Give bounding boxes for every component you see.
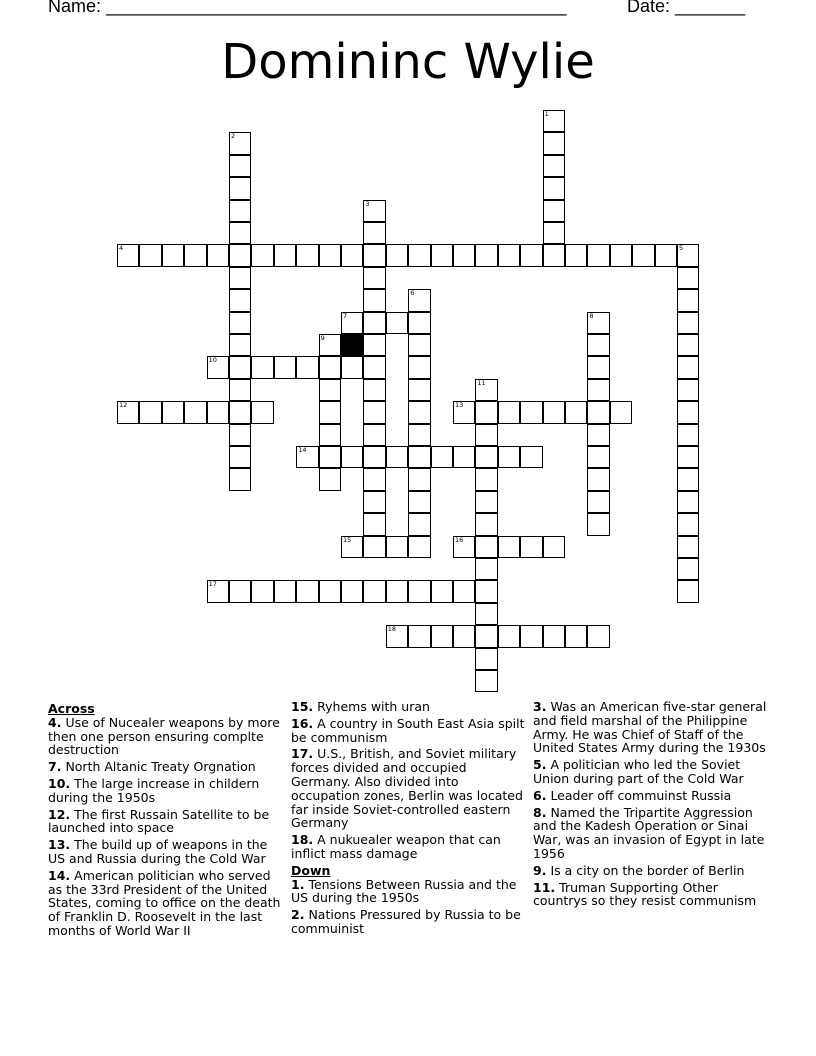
grid-cell[interactable] [408,244,430,266]
grid-cell[interactable] [543,401,565,423]
grid-cell[interactable] [408,536,430,558]
grid-cell[interactable] [543,110,565,132]
grid-cell-number: 12 [119,401,128,410]
grid-cell[interactable] [543,625,565,647]
grid-cell[interactable] [475,446,497,468]
grid-cell-number: 7 [343,311,348,320]
grid-cell[interactable] [610,401,632,423]
grid-cell[interactable] [386,625,408,647]
clue-across-10 [48,777,283,805]
grid-cell[interactable] [319,401,341,423]
down-heading: Down [291,862,331,878]
clue-text: American politician who served as the 33rd President of the United States, coming to office on the death of Franklin D. Roosevelt in the last months of World War II [48,867,281,938]
grid-cell[interactable] [363,379,385,401]
grid-cell-number: 14 [298,446,307,454]
grid-cell[interactable] [408,468,430,490]
clue-down-9 [533,864,773,878]
across-heading: Across [48,701,95,716]
clue-number: 15. [291,699,314,714]
clue-number: 16. [291,715,314,731]
grid-cell[interactable] [408,379,430,401]
clue-text: Leader off commuinst Russia [550,787,732,803]
grid-cell[interactable] [587,491,609,513]
grid-cell[interactable] [386,580,408,602]
grid-cell-number: 18 [387,625,397,634]
grid-cell[interactable] [363,580,385,602]
grid-cell[interactable] [229,356,251,378]
grid-cell[interactable] [229,312,251,334]
grid-cell[interactable] [677,491,699,513]
grid-cell[interactable] [319,580,341,602]
grid-cell[interactable] [498,244,520,266]
grid-cell[interactable] [453,446,475,468]
grid-cell[interactable] [274,580,296,602]
grid-cell[interactable] [363,312,385,334]
grid-cell-number: 13 [455,401,464,410]
grid-cell[interactable] [319,379,341,401]
grid-cell[interactable] [677,424,699,446]
grid-cell[interactable] [565,401,587,423]
grid-cell[interactable] [475,424,497,446]
grid-cell[interactable] [677,289,699,311]
grid-cell[interactable] [363,424,385,446]
grid-cell[interactable] [117,244,139,266]
grid-cell[interactable] [677,267,699,289]
grid-cell[interactable] [319,468,341,490]
clue-number: 18. [291,832,314,848]
clue-number: 5. [533,757,547,773]
grid-cell[interactable] [565,244,587,266]
grid-cell[interactable] [251,580,273,602]
grid-cell[interactable] [363,200,385,222]
clue-down-1 [291,878,526,906]
grid-cell[interactable] [587,424,609,446]
grid-cell[interactable] [475,648,497,670]
grid-cell[interactable] [296,446,318,468]
grid-cell[interactable] [341,244,363,266]
grid-cell[interactable] [498,446,520,468]
grid-cell[interactable] [229,289,251,311]
grid-cell[interactable] [341,446,363,468]
grid-cell[interactable] [139,401,161,423]
clue-number: 13. [48,837,71,853]
grid-cell[interactable] [408,424,430,446]
clue-text: A politician who led the Soviet Union during part of the Cold War [533,757,744,786]
grid-cell[interactable] [341,536,363,558]
grid-cell[interactable] [207,580,229,602]
grid-cell[interactable] [587,244,609,266]
grid-cell[interactable] [677,401,699,423]
clue-text: Is a city on the border of Berlin [550,862,745,878]
grid-cell[interactable] [677,244,699,266]
grid-cell-number: 6 [410,289,415,298]
grid-cell[interactable] [341,580,363,602]
grid-cell[interactable] [117,401,139,423]
grid-cell[interactable] [677,580,699,602]
clue-across-18 [291,833,526,861]
grid-cell[interactable] [408,446,430,468]
grid-cell[interactable] [475,468,497,490]
grid-cell[interactable] [363,536,385,558]
grid-cell[interactable] [475,513,497,535]
grid-cell[interactable] [251,401,273,423]
grid-cell[interactable] [677,356,699,378]
grid-cell[interactable] [475,379,497,401]
clues-column-2 [291,700,526,939]
clue-text: Truman Supporting Other countrys so they resist communism [533,879,757,909]
grid-cell[interactable] [363,289,385,311]
grid-cell[interactable] [363,356,385,378]
grid-cell[interactable] [475,401,497,423]
grid-cell[interactable] [453,580,475,602]
grid-cell[interactable] [363,513,385,535]
clue-text: Nations Pressured by Russia to be commuinist [291,907,521,936]
grid-cell[interactable] [319,446,341,468]
grid-cell[interactable] [363,468,385,490]
clue-text: Ryhems with uran [317,699,430,714]
grid-cell[interactable] [229,155,251,177]
grid-cell[interactable] [408,401,430,423]
grid-cell[interactable] [475,491,497,513]
clue-text: The large increase in childern during the 1950s [48,775,260,805]
clue-across-14 [48,869,283,938]
grid-cell[interactable] [296,244,318,266]
grid-cell[interactable] [610,244,632,266]
grid-cell-number: 9 [320,334,325,342]
grid-cell[interactable] [565,625,587,647]
grid-cell[interactable] [184,401,206,423]
grid-cell[interactable] [475,580,497,602]
grid-cell[interactable] [475,244,497,266]
grid-cell[interactable] [408,356,430,378]
grid-cell[interactable] [520,625,542,647]
grid-cell[interactable] [229,267,251,289]
clue-down-6 [533,789,773,803]
grid-cell[interactable] [229,446,251,468]
grid-cell-number: 16 [455,535,464,544]
grid-cell-number: 8 [589,311,594,320]
clue-across-13 [48,838,283,866]
clue-across-15 [291,700,526,714]
date-field-label: Date: _______ [627,0,746,16]
grid-cell[interactable] [431,244,453,266]
clue-number: 9. [533,862,547,878]
grid-cell[interactable] [386,244,408,266]
grid-cell-blocked [341,334,363,356]
grid-cell[interactable] [655,244,677,266]
grid-cell[interactable] [543,536,565,558]
clue-text: The first Russain Satellite to be launched into space [48,806,270,836]
clue-number: 1. [291,876,305,892]
clue-down-5 [533,758,773,786]
grid-cell[interactable] [677,513,699,535]
grid-cell[interactable] [520,401,542,423]
grid-cell-number: 10 [208,356,217,365]
grid-cell[interactable] [587,446,609,468]
clue-text: North Altanic Treaty Orgnation [65,759,256,775]
grid-cell[interactable] [587,379,609,401]
grid-cell[interactable] [229,379,251,401]
grid-cell-number: 4 [119,244,124,253]
clue-number: 17. [291,746,314,762]
grid-cell[interactable] [408,580,430,602]
grid-cell[interactable] [520,244,542,266]
grid-cell[interactable] [229,132,251,154]
grid-cell[interactable] [386,536,408,558]
clue-across-16 [291,717,526,745]
grid-cell[interactable] [543,155,565,177]
grid-cell[interactable] [207,401,229,423]
grid-cell[interactable] [296,580,318,602]
grid-cell[interactable] [319,356,341,378]
grid-cell[interactable] [408,312,430,334]
grid-cell-number: 17 [208,580,217,589]
grid-cell[interactable] [139,244,161,266]
grid-cell[interactable] [363,244,385,266]
grid-cell-number: 2 [231,132,236,141]
grid-cell[interactable] [184,244,206,266]
grid-cell[interactable] [363,401,385,423]
grid-cell[interactable] [207,244,229,266]
clue-number: 10. [48,775,71,791]
grid-cell[interactable] [251,356,273,378]
clue-across-4 [48,716,283,757]
clue-number: 12. [48,806,71,822]
grid-cell[interactable] [677,312,699,334]
grid-cell[interactable] [162,401,184,423]
grid-cell[interactable] [274,356,296,378]
puzzle-title: Domininc Wylie [221,34,595,90]
grid-cell[interactable] [520,446,542,468]
grid-cell[interactable] [319,244,341,266]
grid-cell[interactable] [229,200,251,222]
clue-number: 11. [533,879,556,895]
grid-cell[interactable] [475,558,497,580]
grid-cell[interactable] [587,312,609,334]
name-field-label: Name: ______________________________________________ [48,0,567,16]
grid-cell[interactable] [408,625,430,647]
grid-cell[interactable] [587,468,609,490]
grid-cell[interactable] [677,379,699,401]
grid-cell-number: 11 [477,378,486,387]
clue-text: The build up of weapons in the US and Russia during the Cold War [48,837,268,866]
grid-cell[interactable] [587,334,609,356]
grid-cell[interactable] [251,244,273,266]
grid-cell[interactable] [431,446,453,468]
grid-cell[interactable] [677,446,699,468]
grid-cell[interactable] [207,356,229,378]
grid-cell[interactable] [229,222,251,244]
grid-cell[interactable] [453,536,475,558]
grid-cell[interactable] [543,200,565,222]
clue-text: Use of Nucealer weapons by more then one person ensuring complte destruction [48,714,280,758]
clue-number: 7. [48,759,62,775]
grid-cell[interactable] [431,625,453,647]
clue-across-12 [48,808,283,836]
grid-cell[interactable] [498,536,520,558]
grid-cell[interactable] [543,244,565,266]
grid-cell[interactable] [296,356,318,378]
grid-cell[interactable] [475,536,497,558]
grid-cell[interactable] [632,244,654,266]
clue-text: A country in South East Asia spilt be communism [291,715,525,745]
grid-cell[interactable] [543,177,565,199]
clue-down-3 [533,700,773,755]
grid-cell[interactable] [229,177,251,199]
clue-text: U.S., British, and Soviet military forces divided and occupied Germany. Also divided into occupation zones, Berlin was located far inside Soviet-controlled eastern Germany [291,746,523,831]
grid-cell[interactable] [498,401,520,423]
clue-across-17 [291,747,526,830]
grid-cell[interactable] [363,334,385,356]
grid-cell[interactable] [363,222,385,244]
grid-cell-number: 5 [679,244,684,253]
grid-cell[interactable] [274,244,296,266]
clue-down-8 [533,806,773,861]
grid-cell[interactable] [408,289,430,311]
clues-column-1 [48,700,283,941]
grid-cell[interactable] [453,625,475,647]
grid-cell[interactable] [386,312,408,334]
grid-cell[interactable] [363,491,385,513]
clue-down-11 [533,881,773,909]
clue-number: 6. [533,787,547,803]
grid-cell[interactable] [587,625,609,647]
clue-down-2 [291,908,526,936]
grid-cell[interactable] [543,132,565,154]
grid-cell[interactable] [229,244,251,266]
grid-cell[interactable] [319,334,341,356]
grid-cell[interactable] [229,334,251,356]
grid-cell-number: 15 [343,535,352,544]
grid-cell[interactable] [453,401,475,423]
grid-cell[interactable] [475,603,497,625]
grid-cell[interactable] [677,334,699,356]
grid-cell[interactable] [520,536,542,558]
grid-cell[interactable] [498,625,520,647]
grid-cell[interactable] [319,424,341,446]
clue-number: 8. [533,804,547,820]
grid-cell[interactable] [408,513,430,535]
clue-text: Was an American five-star general and field marshal of the Philippine Army. He was Chief of Staff of the United States Army during the 1930s [533,699,767,756]
grid-cell-number: 3 [365,199,370,208]
clue-number: 2. [291,907,305,923]
grid-cell[interactable] [229,580,251,602]
grid-cell[interactable] [408,491,430,513]
grid-cell[interactable] [543,222,565,244]
clue-number: 3. [533,699,547,714]
grid-cell[interactable] [431,580,453,602]
clue-text: Tensions Between Russia and the US during the 1950s [291,876,517,906]
grid-cell[interactable] [408,334,430,356]
clue-number: 4. [48,714,62,730]
grid-cell-number: 1 [544,110,549,118]
clue-number: 14. [48,867,71,883]
grid-cell[interactable] [453,244,475,266]
grid-cell[interactable] [341,312,363,334]
grid-cell[interactable] [587,513,609,535]
grid-cell[interactable] [363,267,385,289]
grid-cell[interactable] [677,468,699,490]
grid-cell[interactable] [229,468,251,490]
grid-cell[interactable] [162,244,184,266]
grid-cell[interactable] [587,356,609,378]
clues-column-3 [533,700,773,911]
grid-cell[interactable] [363,446,385,468]
grid-cell[interactable] [341,356,363,378]
clue-text: Named the Tripartite Aggression and the Kadesh Operation or Sinai War, was an invasion of Egypt in late 1956 [533,804,765,861]
grid-cell[interactable] [677,558,699,580]
grid-cell[interactable] [677,536,699,558]
grid-cell[interactable] [475,670,497,692]
grid-cell[interactable] [475,625,497,647]
grid-cell[interactable] [587,401,609,423]
grid-cell[interactable] [386,446,408,468]
clue-text: A nukuealer weapon that can inflict mass damage [291,832,501,861]
grid-cell[interactable] [229,401,251,423]
clue-across-7 [48,760,283,774]
grid-cell[interactable] [229,424,251,446]
